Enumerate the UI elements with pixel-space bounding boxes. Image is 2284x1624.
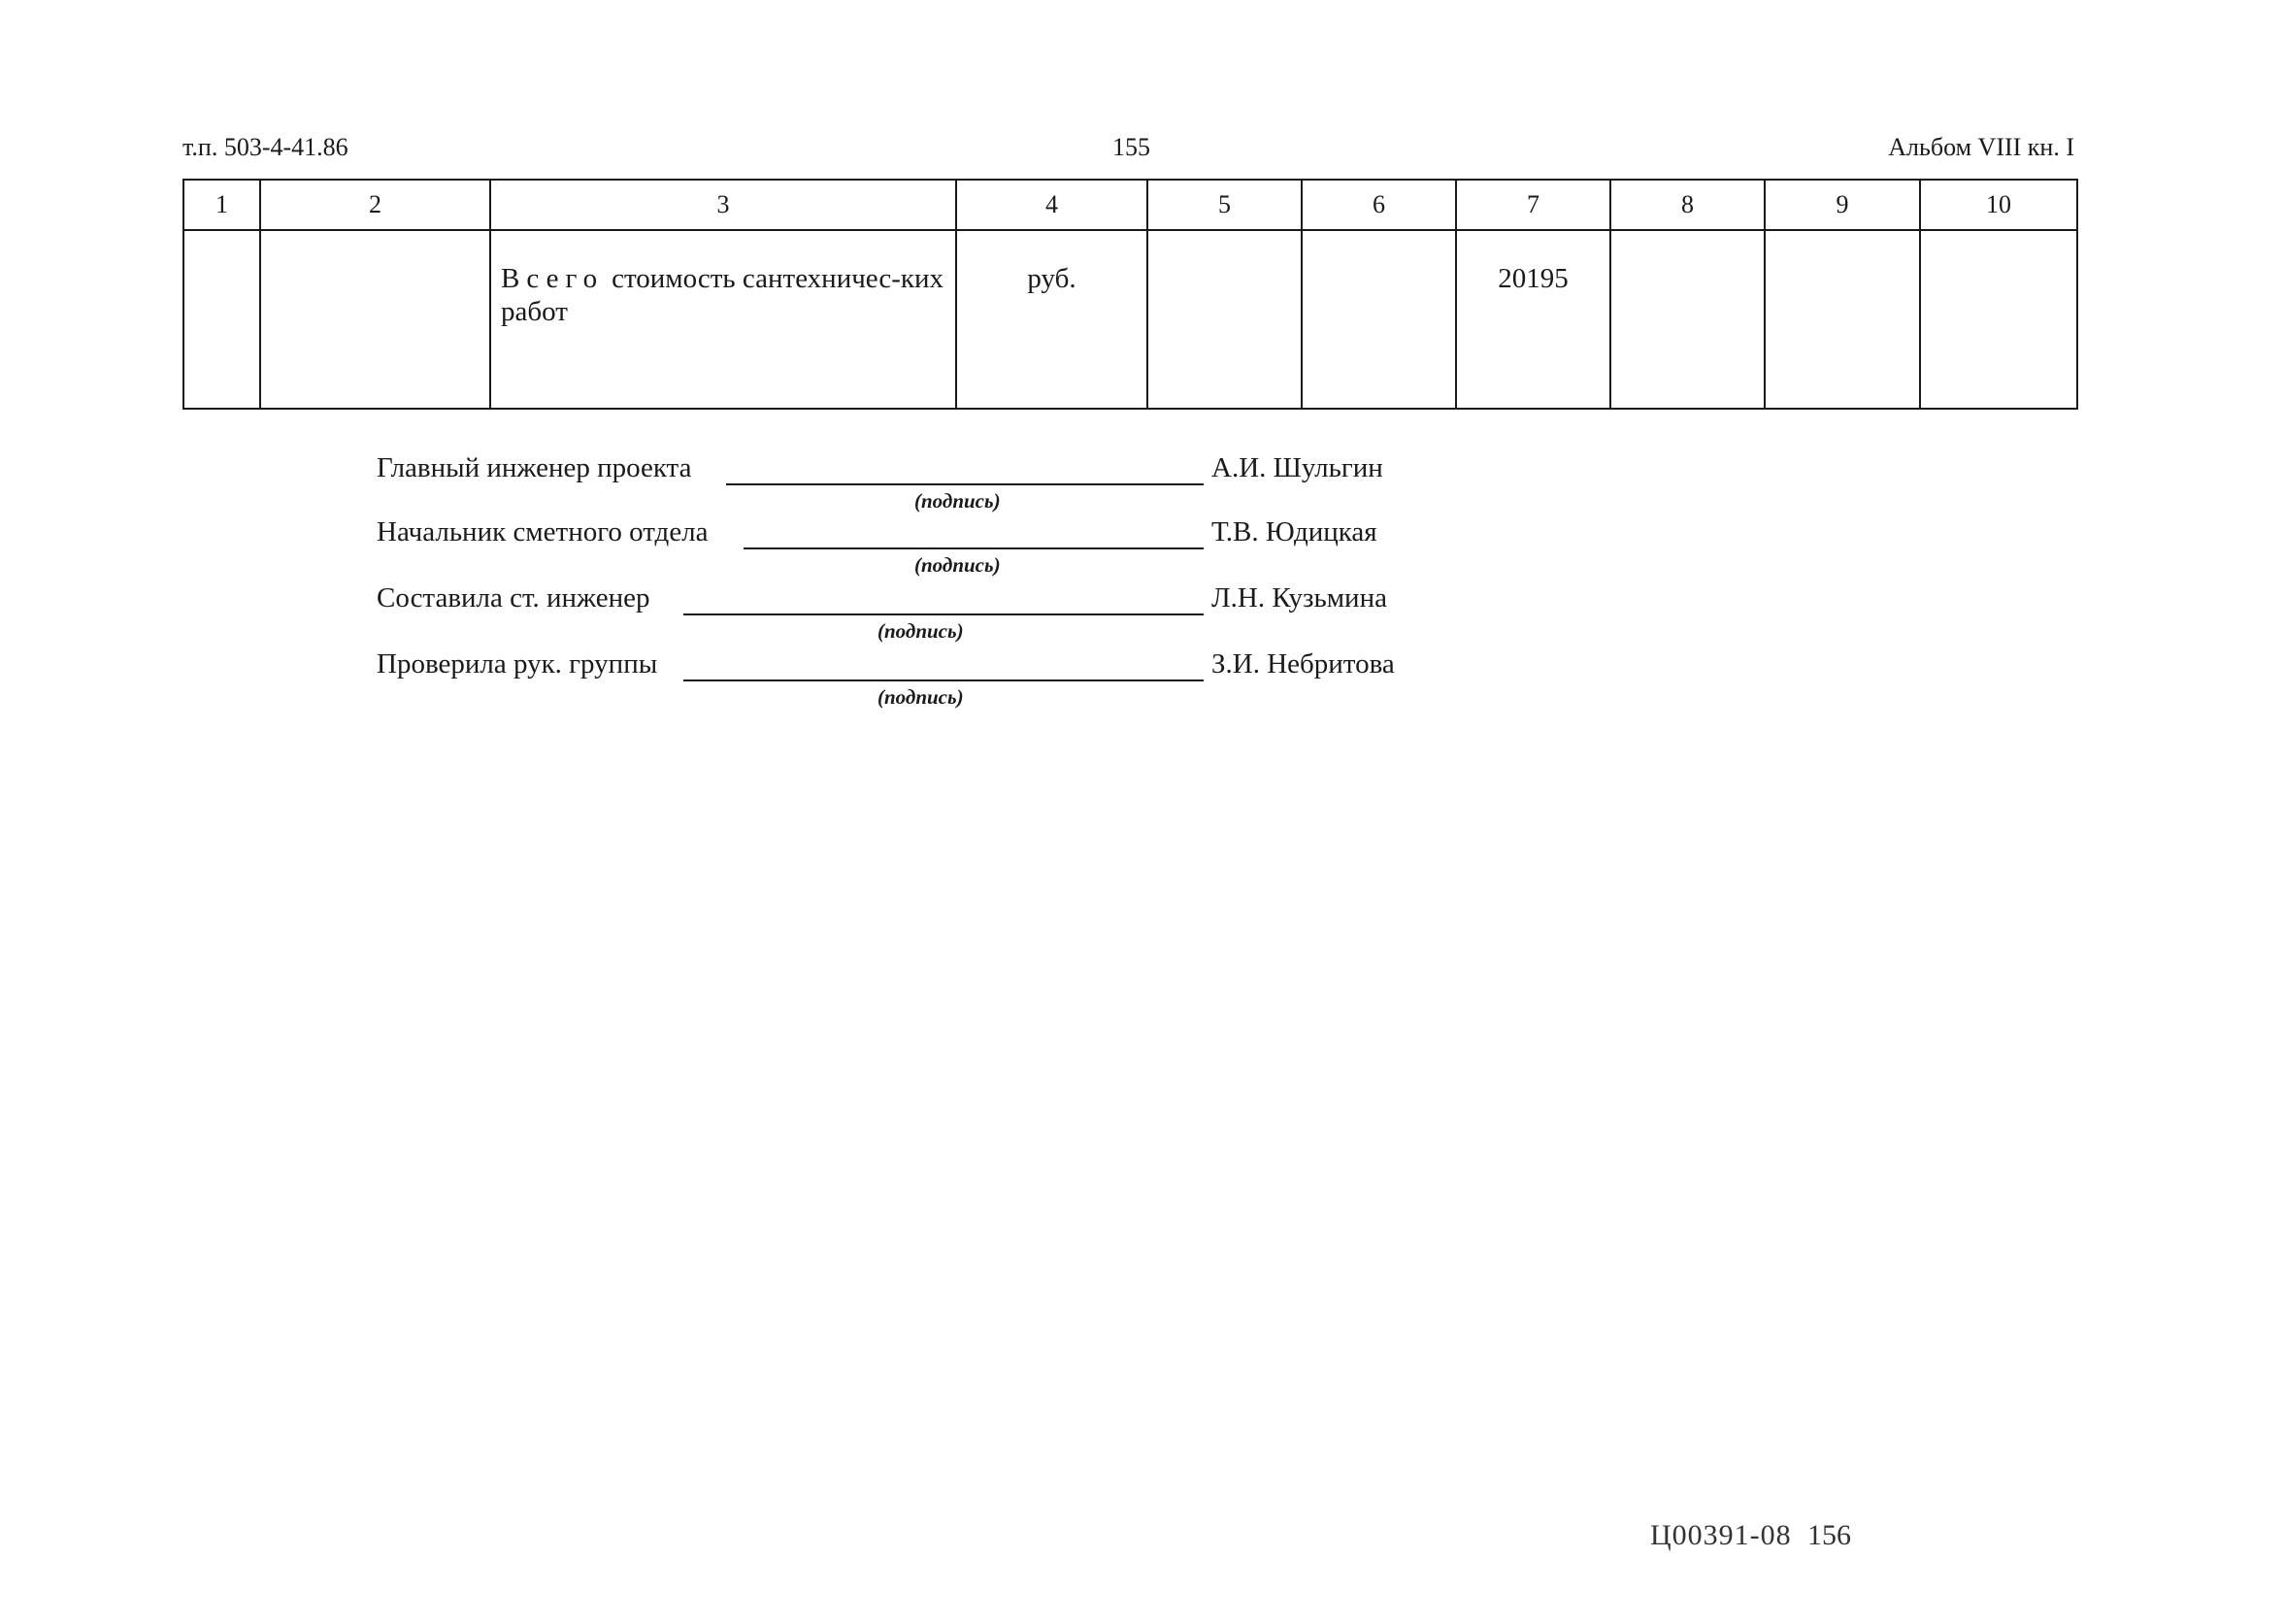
column-number: 3	[490, 180, 956, 230]
signature-role: Начальник сметного отдела	[377, 516, 709, 547]
column-number: 7	[1456, 180, 1610, 230]
empty-cell	[260, 230, 490, 409]
signature-caption: (подпись)	[914, 553, 1001, 577]
column-number: 6	[1302, 180, 1456, 230]
total-cost-cell: 20195	[1456, 230, 1610, 409]
estimate-table	[182, 179, 2078, 410]
column-number: 8	[1610, 180, 1765, 230]
column-number: 1	[183, 180, 260, 230]
empty-cell	[1765, 230, 1920, 409]
signatory-name: Т.В. Юдицкая	[1211, 516, 1377, 547]
page-number: 155	[1112, 133, 1150, 161]
signature-caption: (подпись)	[877, 685, 964, 709]
empty-cell	[1920, 230, 2077, 409]
column-number: 5	[1147, 180, 1302, 230]
signatory-name: З.И. Небритова	[1211, 648, 1395, 679]
signature-row	[377, 645, 1444, 711]
signature-role: Главный инженер проекта	[377, 452, 692, 483]
unit-cell: руб.	[956, 230, 1147, 409]
document-code: т.п. 503-4-41.86	[182, 133, 348, 161]
signature-line	[683, 679, 1204, 681]
album-reference: Альбом VIII кн. I	[1888, 133, 2074, 161]
signature-line	[683, 613, 1204, 615]
column-number: 10	[1920, 180, 2077, 230]
archive-page-number: 156	[1807, 1519, 1851, 1551]
signature-role: Проверила рук. группы	[377, 648, 658, 679]
signature-row	[377, 579, 1444, 645]
signatory-name: Л.Н. Кузьмина	[1211, 582, 1387, 613]
archive-code: Ц00391-08	[1650, 1519, 1792, 1551]
signature-row	[377, 513, 1444, 579]
empty-cell	[1147, 230, 1302, 409]
signature-role: Составила ст. инженер	[377, 582, 650, 613]
column-number: 2	[260, 180, 490, 230]
total-label: Всего	[501, 263, 605, 294]
empty-cell	[1610, 230, 1765, 409]
signature-block	[377, 448, 1444, 711]
empty-cell	[183, 230, 260, 409]
table-row	[183, 230, 2077, 409]
signature-line	[744, 547, 1204, 549]
total-description-cell	[490, 230, 956, 409]
total-description: стоимость сантехничес-ких работ	[501, 263, 944, 327]
signature-caption: (подпись)	[914, 489, 1001, 513]
column-number: 4	[956, 180, 1147, 230]
empty-cell	[1302, 230, 1456, 409]
signature-row	[377, 448, 1444, 513]
column-number: 9	[1765, 180, 1920, 230]
column-number-row	[183, 180, 2077, 230]
signature-line	[726, 483, 1204, 485]
signature-caption: (подпись)	[877, 619, 964, 643]
signatory-name: А.И. Шульгин	[1211, 452, 1383, 483]
